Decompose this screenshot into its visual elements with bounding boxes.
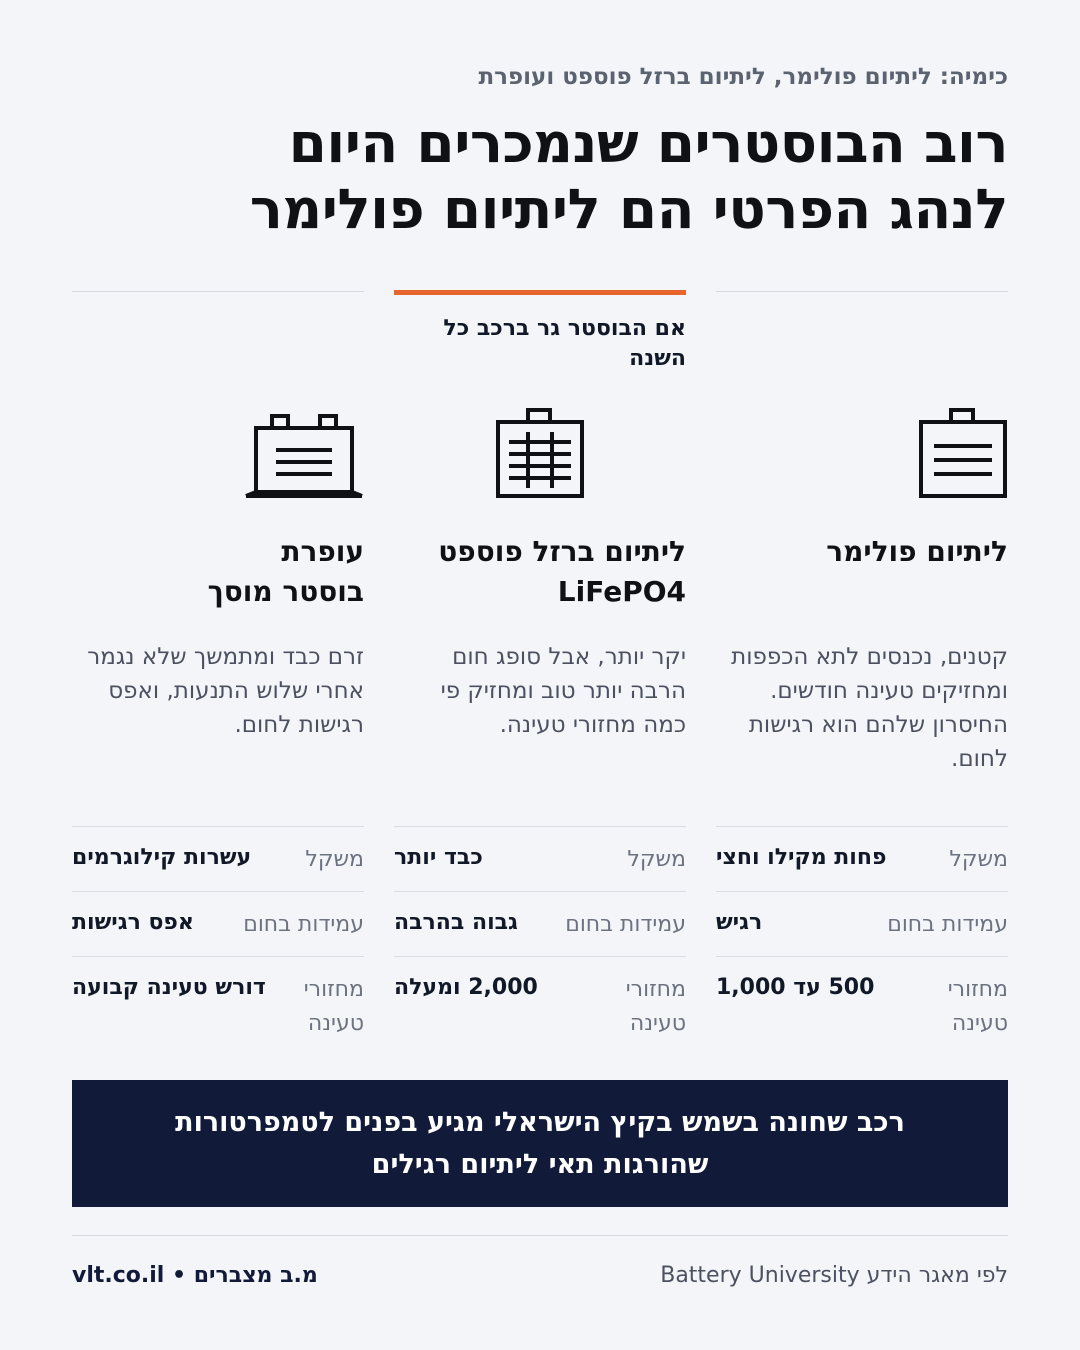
banner-line-1: רכב שחונה בשמש בקיץ הישראלי מגיע בפנים לטמפרטורות [175,1106,905,1138]
spec-row-heat-resistance [394,891,686,956]
spec-value: כבד יותר [394,845,483,870]
spec-label: עמידות בחום [565,912,686,937]
column-description: זרם כבד ומתמשך שלא נגמר אחרי שלוש התנעות, ואפס רגישות לחום. [87,644,364,738]
spec-value: אפס רגישות [72,910,194,935]
spec-value: דורש טעינה קבועה [72,975,266,1000]
recommended-accent-bar [394,290,686,295]
spec-value: 2,000 ומעלה [394,975,538,1000]
specs-lifepo4 [394,826,686,1044]
spec-label: משקל [949,847,1008,872]
spec-row-weight [394,826,686,891]
headline-line-2: לנהג הפרטי הם ליתיום פולימר [249,177,1008,241]
spec-value: 500 עד 1,000 [716,975,875,1000]
column-divider-rule [716,291,1008,292]
headline-line-1: רוב הבוסטרים שנמכרים היום [288,111,1008,175]
spec-label: עמידות בחום [243,912,364,937]
spec-value: עשרות קילוגרמים [72,845,252,870]
pouch-battery-icon [716,404,1008,500]
spec-label: מחזורי טעינה [303,977,364,1036]
column-title-line-2: LiFePO4 [557,575,686,608]
banner-line-2: שהורגות תאי ליתיום רגילים [371,1148,709,1180]
spec-row-weight [716,826,1008,891]
spec-value: פחות מקילו וחצי [716,845,887,870]
spec-value: רגיש [716,910,763,935]
footer-divider [72,1235,1008,1236]
column-divider-rule [72,291,364,292]
lead-acid-battery-icon [72,404,364,500]
spec-row-charge-cycles [716,956,1008,1044]
specs-lithium-polymer [716,826,1008,1044]
spec-label: עמידות בחום [887,912,1008,937]
kicker: כימיה: ליתיום פולימר, ליתיום ברזל פוספט ועופרת [478,64,1008,90]
spec-row-heat-resistance [72,891,364,956]
column-title-line-1: ליתיום פולימר [826,535,1008,568]
column-description: יקר יותר, אבל סופג חום הרבה יותר טוב ומחזיק פי כמה מחזורי טעינה. [440,644,686,738]
column-description: קטנים, נכנסים לתא הכפפות ומחזיקים טעינה חודשים. החיסרון שלהם הוא רגישות לחום. [731,644,1008,772]
spec-label: מחזורי טעינה [947,977,1008,1036]
spec-label: משקל [305,847,364,872]
spec-row-charge-cycles [72,956,364,1044]
column-title [394,532,686,612]
column-title [72,532,364,612]
spec-label: מחזורי טעינה [625,977,686,1036]
specs-lead-acid [72,826,364,1044]
spec-row-weight [72,826,364,891]
infographic [72,0,1008,1350]
headline [72,110,1008,242]
spec-label: משקל [627,847,686,872]
recommendation-label: אם הבוסטר גר ברכב כל השנה [443,316,686,371]
brand-credit: vlt.co.il • מ.ב מצברים [72,1263,318,1288]
spec-row-heat-resistance [716,891,1008,956]
spec-value: גבוה בהרבה [394,910,518,935]
column-title-line-2: בוסטר מוסך [207,575,364,608]
warning-banner [72,1080,1008,1207]
column-title-line-1: עופרת [281,535,364,568]
column-title [716,532,1008,572]
spec-row-charge-cycles [394,956,686,1044]
lifepo4-cell-grid-icon [394,404,686,500]
column-title-line-1: ליתיום ברזל פוספט [438,535,686,568]
source-credit: לפי מאגר הידע Battery University [660,1263,1008,1288]
